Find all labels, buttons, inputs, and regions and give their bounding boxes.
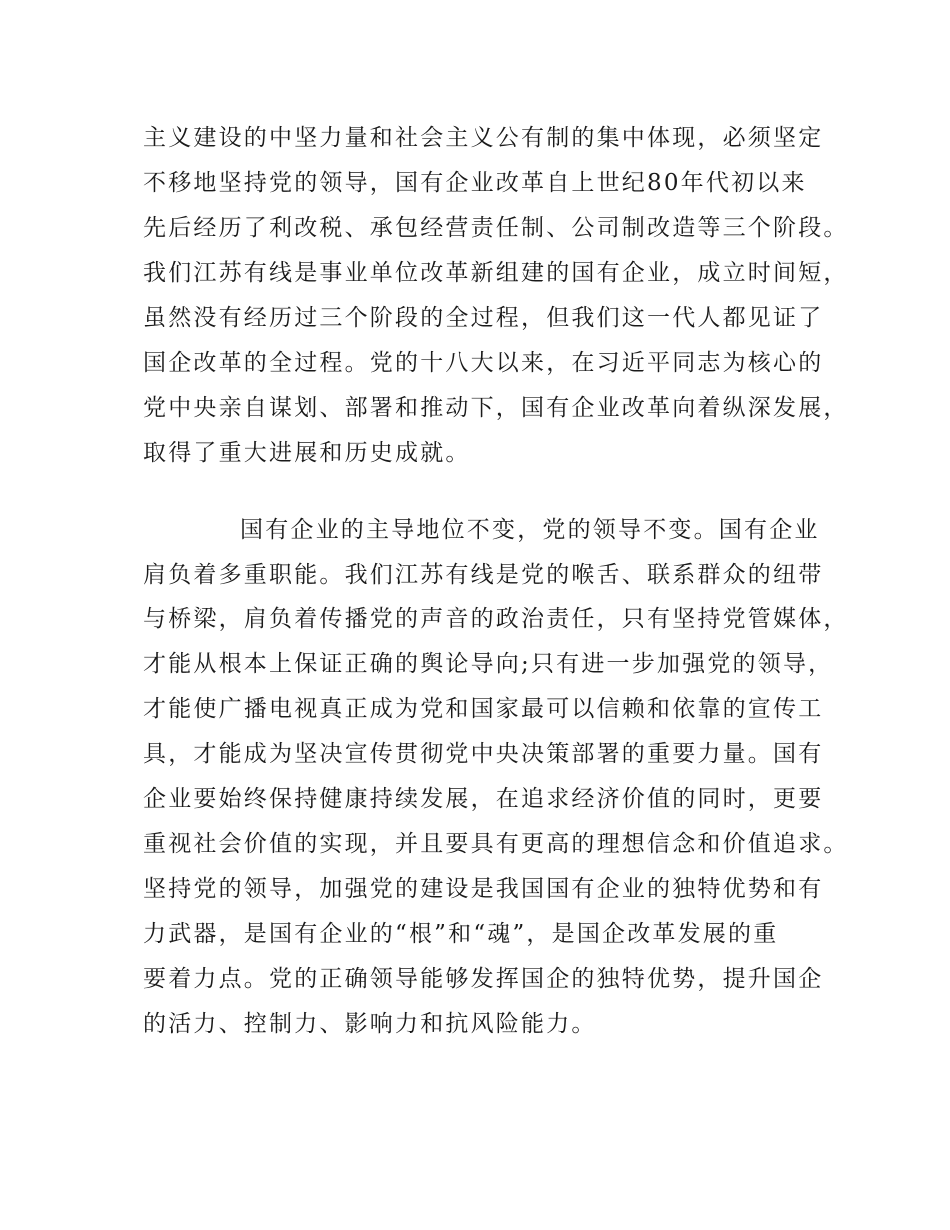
text-line: 力武器，是国有企业的“根”和“魂”，是国企改革发展的重 xyxy=(143,921,779,947)
text-line: 取得了重大进展和历史成就。 xyxy=(143,440,471,466)
text-line: 才能从根本上保证正确的舆论导向;只有进一步加强党的领导， xyxy=(143,651,834,677)
text-line: 肩负着多重职能。我们江苏有线是党的喉舌、联系群众的纽带 xyxy=(143,562,824,588)
text-line: 我们江苏有线是事业单位改革新组建的国有企业，成立时间短， xyxy=(143,260,849,286)
text-line: 具，才能成为坚决宣传贯彻党中央决策部署的重要力量。国有 xyxy=(143,741,824,767)
text-line: 先后经历了利改税、承包经营责任制、公司制改造等三个阶段。 xyxy=(143,215,849,241)
text-line: 重视社会价值的实现，并且要具有更高的理想信念和价值追求。 xyxy=(143,831,849,857)
text-line: 主义建设的中坚力量和社会主义公有制的集中体现，必须坚定 xyxy=(143,125,824,151)
text-line: 才能使广播电视真正成为党和国家最可以信赖和依靠的宣传工 xyxy=(143,696,824,722)
text-line: 党中央亲自谋划、部署和推动下，国有企业改革向着纵深发展， xyxy=(143,395,849,421)
text-line: 坚持党的领导，加强党的建设是我国国有企业的独特优势和有 xyxy=(143,876,824,902)
text-line: 国企改革的全过程。党的十八大以来，在习近平同志为核心的 xyxy=(143,350,824,376)
text-line: 与桥梁，肩负着传播党的声音的政治责任，只有坚持党管媒体， xyxy=(143,606,849,632)
text-line: 的活力、控制力、影响力和抗风险能力。 xyxy=(143,1011,597,1037)
text-line: 要着力点。党的正确领导能够发挥国企的独特优势，提升国企 xyxy=(143,966,824,992)
text-line: 企业要始终保持健康持续发展，在追求经济价值的同时，更要 xyxy=(143,786,824,812)
text-line: 国有企业的主导地位不变，党的领导不变。国有企业 xyxy=(240,517,820,543)
text-line: 虽然没有经历过三个阶段的全过程，但我们这一代人都见证了 xyxy=(143,305,824,331)
text-line: 不移地坚持党的领导，国有企业改革自上世纪80年代初以来 xyxy=(143,170,807,196)
